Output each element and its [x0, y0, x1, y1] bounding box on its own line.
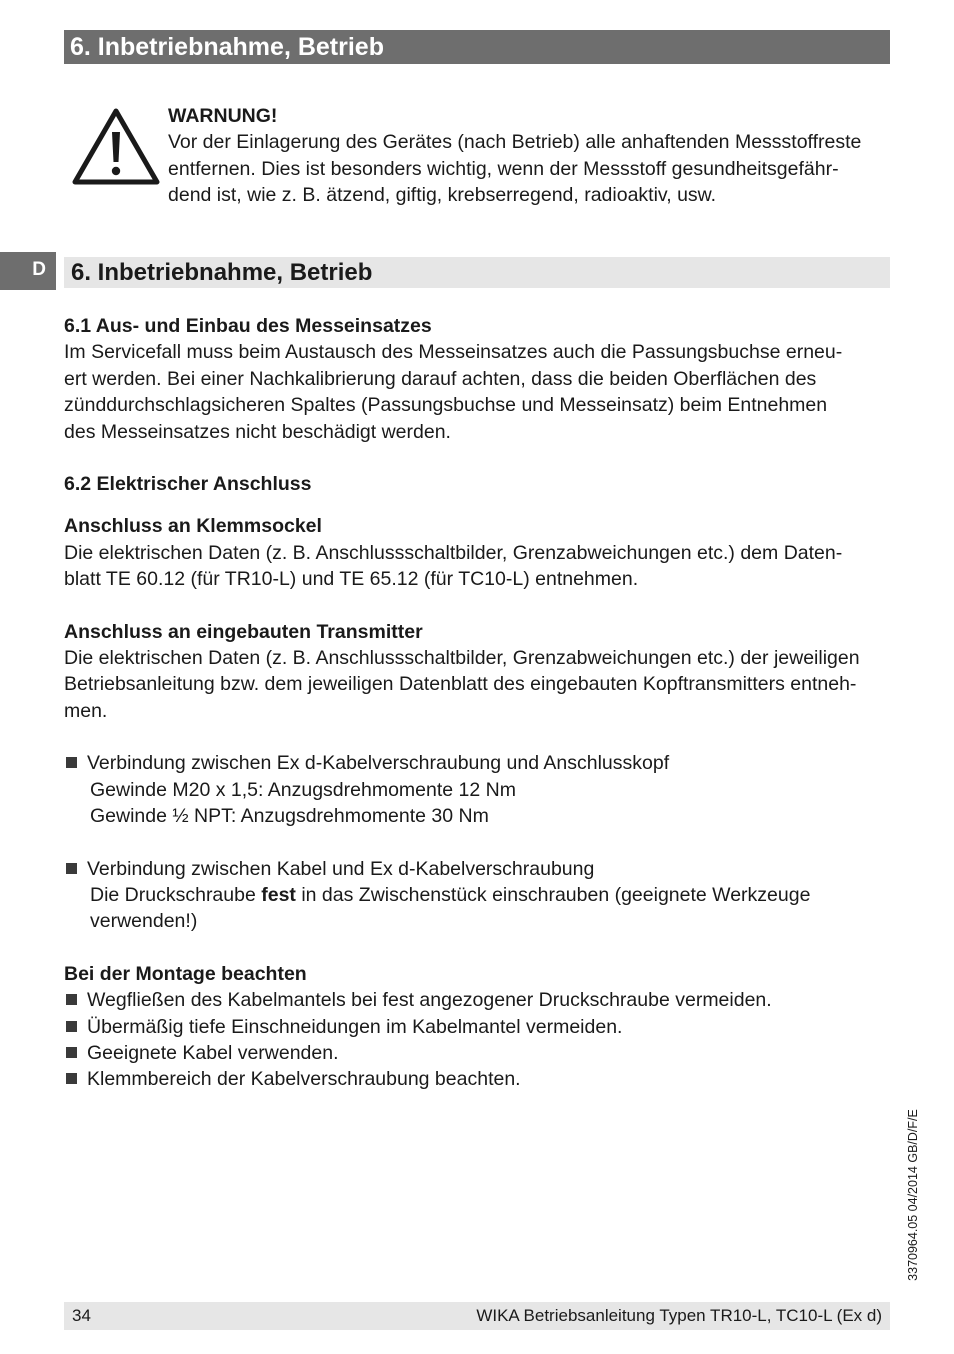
language-tab: D — [0, 252, 56, 290]
warning-triangle-icon — [72, 108, 160, 186]
page-footer — [64, 1302, 890, 1330]
list-item-text: Geeignete Kabel verwenden. — [87, 1041, 339, 1064]
page-header: 6. Inbetriebnahme, Betrieb — [64, 30, 890, 64]
warning-line: entfernen. Dies ist besonders wichtig, wenn der Messstoff gesundheitsgefähr- — [168, 157, 839, 180]
paragraph-line: Die elektrischen Daten (z. B. Anschlussschaltbilder, Grenzabweichungen etc.) dem Daten- — [64, 541, 843, 564]
list-item — [64, 1040, 894, 1066]
bullet-square-icon — [66, 757, 77, 768]
paragraph-line: Die elektrischen Daten (z. B. Anschlussschaltbilder, Grenzabweichungen etc.) der jeweiligen — [64, 647, 860, 670]
list-item — [64, 1014, 894, 1040]
list-item-subline: Gewinde M20 x 1,5: Anzugsdrehmomente 12 Nm — [90, 778, 516, 801]
main-content — [64, 313, 894, 1093]
paragraph-line: men. — [64, 699, 108, 722]
footer-title: WIKA Betriebsanleitung Typen TR10-L, TC10-L (Ex d) — [476, 1306, 882, 1325]
list-item-subline — [64, 882, 894, 908]
paragraph-line: zünddurchschlagsicheren Spaltes (Passungsbuchse und Messeinsatz) beim Entnehmen — [64, 394, 828, 417]
paragraph-line: ert werden. Bei einer Nachkalibrierung darauf achten, dass die beiden Oberflächen des — [64, 367, 817, 390]
emphasis-text: fest — [261, 883, 296, 906]
bullet-square-icon — [66, 1047, 77, 1058]
paragraph-heading: Anschluss an Klemmsockel — [64, 515, 322, 538]
subline-text: Die Druckschraube — [90, 883, 262, 906]
paragraph-heading: Bei der Montage beachten — [64, 962, 307, 985]
section-title: 6. Inbetriebnahme, Betrieb — [64, 257, 890, 288]
bullet-square-icon — [66, 1073, 77, 1084]
subsection-heading: 6.1 Aus- und Einbau des Messeinsatzes — [64, 315, 432, 337]
document-code-text: 3370964.05 04/2014 GB/D/F/E — [906, 1109, 920, 1281]
list-item — [64, 987, 894, 1013]
list-item — [64, 856, 894, 882]
list-item-subline: verwenden!) — [90, 910, 198, 933]
paragraph-heading: Anschluss an eingebauten Transmitter — [64, 620, 423, 643]
list-item-text: Klemmbereich der Kabelverschraubung beachten. — [87, 1068, 521, 1091]
paragraph-line: blatt TE 60.12 (für TR10-L) und TE 65.12 (für TC10-L) entnehmen. — [64, 568, 639, 591]
list-item-subline: Gewinde ½ NPT: Anzugsdrehmomente 30 Nm — [90, 805, 489, 828]
warning-line: dend ist, wie z. B. ätzend, giftig, krebserregend, radioaktiv, usw. — [168, 184, 717, 207]
list-item-text: Verbindung zwischen Ex d-Kabelverschraubung und Anschlusskopf — [87, 752, 670, 775]
list-item-text: Verbindung zwischen Kabel und Ex d-Kabelverschraubung — [87, 857, 595, 880]
document-code — [904, 1100, 922, 1290]
list-item-text: Übermäßig tiefe Einschneidungen im Kabelmantel vermeiden. — [87, 1015, 623, 1038]
page-number: 34 — [72, 1306, 91, 1325]
subsection-heading: 6.2 Elektrischer Anschluss — [64, 473, 312, 496]
list-item — [64, 1066, 894, 1092]
bullet-square-icon — [66, 863, 77, 874]
list-item-text: Wegfließen des Kabelmantels bei fest angezogener Druckschraube vermeiden. — [87, 989, 772, 1012]
list-item — [64, 750, 894, 776]
bullet-square-icon — [66, 994, 77, 1005]
subline-text: in das Zwischenstück einschrauben (geeignete Werkzeuge — [295, 883, 811, 906]
warning-block — [168, 103, 898, 209]
paragraph-line: des Messeinsatzes nicht beschädigt werden. — [64, 420, 451, 443]
warning-title: WARNUNG! — [168, 105, 278, 127]
paragraph-line: Im Servicefall muss beim Austausch des Messeinsatzes auch die Passungsbuchse erneu- — [64, 341, 843, 364]
warning-line: Vor der Einlagerung des Gerätes (nach Betrieb) alle anhaftenden Messstoffreste — [168, 131, 862, 154]
paragraph-line: Betriebsanleitung bzw. dem jeweiligen Datenblatt des eingebauten Kopftransmitters entneh- — [64, 673, 857, 696]
bullet-square-icon — [66, 1021, 77, 1032]
